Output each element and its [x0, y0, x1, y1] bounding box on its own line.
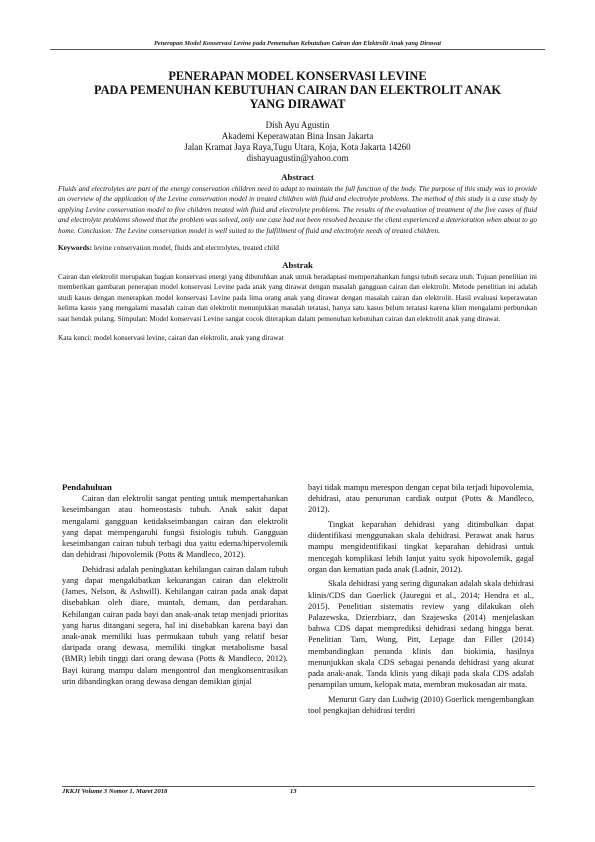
body-paragraph: Menurut Gary dan Ludwig (2010) Goerlick mengembangkan tool pengkajian dehidrasi terdiri [308, 694, 534, 716]
author-name: Dish Ayu Agustin [265, 120, 330, 130]
keywords-id-value: model konservasi levine, cairan dan elektrolit, anak yang dirawat [93, 333, 284, 343]
keywords-en-value: levine conservation model, fluids and electrolytes, treated child [93, 243, 279, 253]
body-paragraph: Cairan dan elektrolit sangat penting untuk mempertahankan keseimbangan atau homeostasis tubuh. Anak sakit dapat mengalami gangguan ketidakseimbangan cairan dan elektrolit yang dapat mempengaruhi fungsi fisiologis tubuh. Gangguan keseimbangan cairan tubuh terbagi dua yaitu edema/hipervolemik dan dehidrasi /hipovolemik (Potts & Mandleco, 2012). [62, 494, 288, 560]
page-footer [62, 786, 535, 796]
abstract-id-heading: Abstrak [282, 260, 313, 271]
author-affiliation: Akademi Keperawatan Bina Insan Jakarta [221, 131, 374, 141]
title-line: YANG DIRAWAT [249, 97, 346, 111]
keywords-id-label: Kata kunci: [58, 333, 92, 343]
section-heading: Pendahuluan [62, 482, 112, 492]
author-block [58, 120, 537, 164]
author-email: dishayuagustin@yahoo.com [246, 153, 349, 163]
keywords-id [58, 333, 537, 343]
author-address: Jalan Kramat Jaya Raya,Tugu Utara, Koja, Kota Jakarta 14260 [184, 142, 411, 152]
keywords-en [58, 243, 537, 253]
abstract-en-heading: Abstract [281, 172, 314, 182]
body-paragraph: Tingkat keparahan dehidrasi yang ditimbulkan dapat diidentifikasi menggunakan skala dehidrasi. Perawat anak harus mampu mengidentifikasi tingkat keparahan dehidrasi untuk mencegah komplikasi lebih lanjut yaitu syok hipovolemik, gagal organ dan kematian pada anak (Ladnir, 2012). [308, 520, 534, 574]
title-line: PENERAPAN MODEL KONSERVASI LEVINE [168, 69, 427, 83]
body-paragraph: Dehidrasi adalah peningkatan kehilangan cairan dalam tubuh yang dapat mengakibatkan kekurangan cairan dan elektrolit (James, Nelson, & Ashwill). Kehilangan cairan pada anak dapat disebabkan oleh diare, muntah, demam, dan perdarahan. Kehilangan cairan pada bayi dan anak-anak tetap menjadi prioritas yang harus ditangani segera, hal ini disebabkan karena bayi dan anak-anak memiliki luas permukaan tubuh yang relatif besar daripada orang dewasa, memiliki tingkat metabolisme basal (BMR) lebih tinggi dari orang dewasa (Potts & Mandleco, 2012). Bayi kurang mampu dalam mengontrol dan mengkonsentrasikan urin dibandingkan orang dewasa dengan demikian ginjal [62, 564, 288, 686]
abstract-en-text: Fluids and electrolytes are part of the energy conservation children need to adapt to maintain the full function of the body. The purpose of this study was to provide an overview of the application of the Levine conservation model in treated children with fluid and electrolyte problems. The method of this study is a case study by applying Levine conservation model to five children treated with fluid and electrolyte problems. The results of the evaluation of treatment of the five cases of fluid and electrolyte problems showed that the problem was solved, only one case had not been resolved because the client experienced a deterioration when about to go home. Conclusion: The Levine conservation model is well suited to the fulfillment of fluid and electrolyte needs of treated children. [58, 184, 537, 235]
left-column [62, 482, 288, 720]
page-number: 13 [290, 788, 297, 795]
abstract-id-text: Cairan dan elektrolit merupakan bagian konservasi energi yang dibutuhkan anak untuk beradaptasi mempertahankan fungsi tubuh secara utuh. Tujuan penelitian ini memberikan gambaran penerapan model konservasi Levine pada anak yang dirawat dengan masalah gangguan cairan dan elektrolit. Metode penelitian ini adalah studi kasus dengan menerapkan model konservasi Levine pada lima orang anak yang dirawat dengan masalah cairan dan elektrolit. Hasil evaluasi keperawatan kelima kasus yang mengalami masalah cairan dan elektrolit menunjukkan masalah teratasi, hanya satu kasus belum teratasi karena klien mengalami perburukan saat hendak pulang. Simpulan: Model konservasi Levine sangat cocok diterapkan dalam pemenuhan kebutuhan cairan dan elektrolit anak yang dirawat. [58, 272, 537, 323]
journal-citation: JKKJI Volume 3 Nomor 1, Maret 2018 [62, 788, 168, 795]
body-columns [62, 482, 534, 720]
keywords-en-label: Keywords: [58, 243, 93, 253]
body-paragraph: bayi tidak mampu merespon dengan cepat bila terjadi hipovolemia, dehidrasi, atau penurunan cardiak output (Potts & Mandleco, 2012). [308, 483, 534, 515]
body-paragraph: Skala dehidrasi yang sering digunakan adalah skala dehidrasi klinis/CDS dan Goerlick (Jauregui et al., 2014; Hendra et al., 2015). Penelitian sistematis review yang dilakukan oleh Palazewska, Dzierzbiarz, dan Szajewska (2014) menjelaskan bahwa CDS dapat memprediksi dehidrasi sedang hingga berat. Penelitian Tam, Wong, Pitt, Lepage dan Filler (2014) membandingkan penanda klinis dan biokimia, hasilnya menunjukkan skala CDS sebagai penanda dehidrasi yang akurat pada anak-anak. Tanda klinis yang dikaji pada skala CDS adalah penampilan umum, kelopak mata, membran mukosadan air mata. [308, 579, 534, 690]
running-header: Penerapan Model Konservasi Levine pada Pemenuhan Kebutuhan Cairan dan Elektrolit Anak yang Dirawat [50, 40, 545, 50]
paper-title [58, 69, 537, 111]
right-column [308, 482, 534, 720]
title-line: PADA PEMENUHAN KEBUTUHAN CAIRAN DAN ELEKTROLIT ANAK [93, 83, 502, 97]
